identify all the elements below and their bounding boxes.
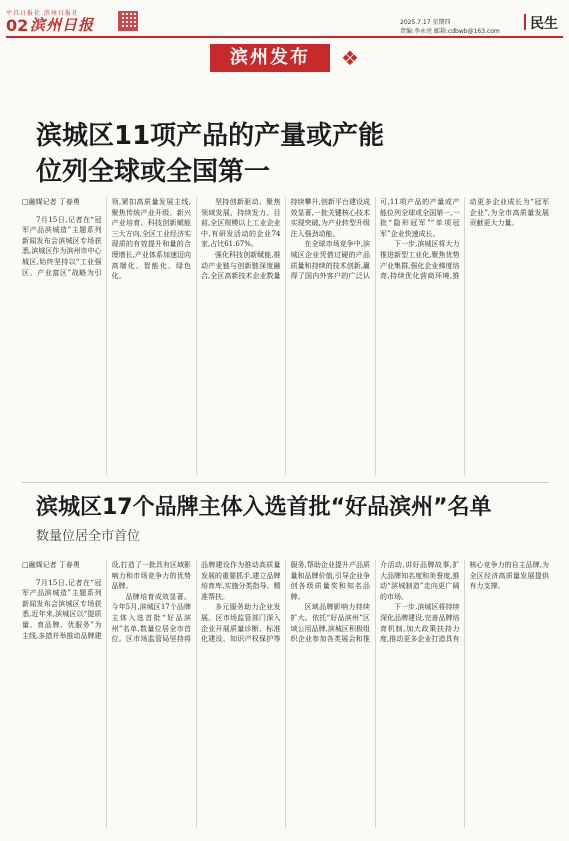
page-number: 02 — [6, 16, 29, 35]
article1-byline: □融媒记者 丁春勇 — [22, 198, 80, 206]
article1-headline-line1: 滨城区11项产品的产量或产能 — [36, 121, 385, 151]
issue-info — [400, 18, 500, 36]
section-marker — [524, 14, 526, 30]
article1-headline-line2: 位列全球或全国第一 — [36, 157, 271, 187]
article2-paragraph: 多元服务助力企业发展。区市场监管部门深入企业开展质量诊断、标准化建设、知识产权保护等服务,帮助企业提升产品质量和品牌价值,引导企业争创各级质量奖和知名品牌。 — [201, 561, 370, 644]
article1-headline — [36, 118, 536, 190]
section-label: 民生 — [530, 16, 558, 32]
article2-paragraph: 7月15日,记者在“冠军产品滨城造”主题系列新闻发布会滨城区专场获悉,近年来,滨城区以“提质量、育品牌、优服务”为主线,多措并举推动品牌建设,打造了一批具有区域影响力和市场竞争力的优势品牌。 — [22, 561, 191, 640]
header-rule — [6, 36, 563, 38]
article1-paragraph: 坚持创新驱动、聚焦领域发展、持续发力。目前,全区规模以上工业企业中,有研发活动的企业74家,占比61.67%。 — [201, 198, 281, 249]
article2-byline: □融媒记者 丁春勇 — [22, 561, 80, 569]
article2-body — [22, 560, 549, 828]
article2-headline: 滨城区17个品牌主体入选首批“好品滨州”名单 — [36, 495, 492, 520]
newspaper-logo: 滨州日报 — [30, 16, 95, 34]
publisher-tag: 平昌日报社 滨州日报社 — [6, 10, 79, 17]
article2-subheadline: 数量位居全市首位 — [36, 529, 141, 544]
article2-paragraph: 品牌培育成效显著。今年5月,滨城区17个品牌主体入选首批“好品滨州”名单,数量位居全市首位。区市场监管局坚持将品牌建设作为推动高质量发展的重要抓手,建立品牌培育库,实施分类指导、精准帮扶。 — [111, 561, 281, 644]
article1-body — [22, 197, 549, 475]
qr-code-icon — [118, 11, 138, 31]
issue-date: 2025.7.17 星期四 — [400, 19, 451, 26]
article1-paragraph: 在全球市场竞争中,滨城区企业凭借过硬的产品质量和持续的技术创新,赢得了国内外客户的广泛认可,11项产品的产量或产能位列全球或全国第一,一批“隐形冠军”“单项冠军”企业快速成长。 — [290, 198, 460, 281]
article1-paragraph: 7月15日,记者在“冠军产品滨城造”主题系列新闻发布会滨城区专场获悉,滨城区作为滨州市中心城区,始终坚持以“工业强区、产业富区”战略为引领,紧扣高质量发展主线,聚焦传统产业升级、新兴产业培育、科技创新赋能三大方向,全区工业经济实现质的有效提升和量的合理增长,产业体系加速迈向高端化、智能化、绿色化。 — [22, 198, 191, 281]
article2-paragraph: 下一步,滨城区将持续深化品牌建设,完善品牌培育机制,加大政策扶持力度,推动更多企业打造具有核心竞争力的自主品牌,为全区经济高质量发展提供有力支撑。 — [380, 561, 549, 644]
article1-paragraph: 下一步,滨城区将大力推进新型工业化,聚焦优势产业集群,强化企业梯度培育,持续优化营商环境,推动更多企业成长为“冠军企业”,为全市高质量发展贡献更大力量。 — [380, 198, 549, 281]
article1-paragraph: 强化科技创新赋能,推动产业链与创新链深度融合,全区高新技术企业数量持续攀升,创新平台建设成效显著,一批关键核心技术实现突破,为产业转型升级注入强劲动能。 — [201, 198, 370, 281]
article-divider — [22, 482, 549, 483]
article2-paragraph: 区域品牌影响力持续扩大。依托“好品滨州”区域公用品牌,滨城区积极组织企业参加各类展会和推介活动,讲好品牌故事,扩大品牌知名度和美誉度,推动“滨城制造”走向更广阔的市场。 — [290, 561, 460, 644]
column-banner: 滨州发布 — [210, 44, 330, 72]
issue-editor: 责编:李永亮 邮箱:cdbwb@163.com — [400, 28, 500, 35]
banner-flourish-icon: ❖ — [341, 46, 359, 70]
